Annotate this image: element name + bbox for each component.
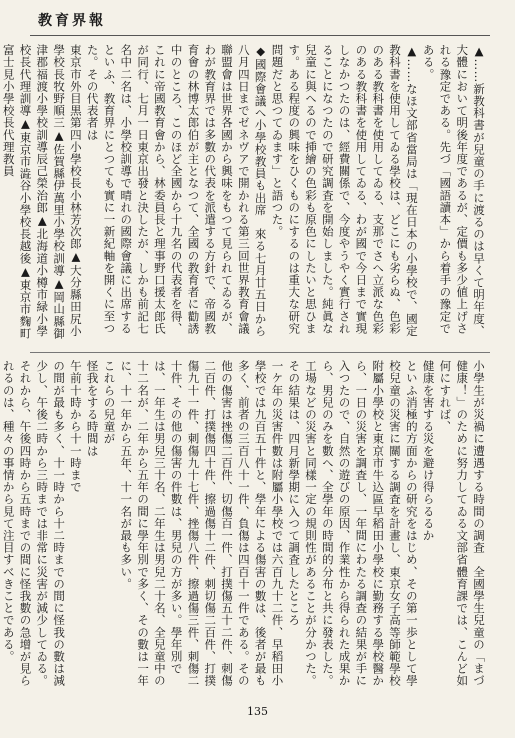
page-header [0, 0, 515, 40]
bottom-article-column: 小學生が災禍に遭遇する時間の調査 全國學生兒童の「まづ健康！」のために努力してゐる文部省體育課では、こんど如何にすれば、 健康を害する災を避け得らるるか といふ消極的方面からの研究をはじめ、その第一歩として學校兒童の災害に關する調査を計畫し、東京女子高等師範學校附屬小學校と東京市牛込區早稻田小學校に勤務する學校醫から、一日の災害を調査し、一年間にわたる調査の結果が手に入つたので、自然の遊びの原因、作業性から得られた成果から、男兒のみを數へ、全學年の時間的分布と共に發表した。 工場などの災害と同樣一定の規則性があることが分かつた。その結果は、四月新學期に入つて調査したところ 一ケ年の災害件數は附屬小學校では六百九十二件、早稻田小學校では九百五十件と、學年による傷害の數は、後者が最も多く、前者の三百八十一件、負傷は四百十一件である。その他の傷害は挫傷二百件、切傷百一件、打撲傷五十二件、刺傷二百件、打撲傷四十件、擦過傷十二件、刺切傷二百件、打撲傷九十一件、刺傷九十七件、挫傷八件、擦過傷三件、刺傷二十件、その他の傷害の件數は、男兒の方が多い。學年別では、一年生は男兒三十名、二年生は男兒二十名、全兒童中の十二名が、二年から五年の間に學年別で多く、その數は一年に、十一年から五年、十一名が最も多い。 これらの兒童が 怪我をする時間は 午前十時から十一時まで の間が最も多く、十一時から十二時までの間に怪我の數は減少し、午後二時から三時までは非常に災害が減少してゐる。それから、午後四時から五時までの間に怪我數の急增が見られるのは、種々の事情から見て注目すべきことである。 [1, 360, 486, 687]
section-divider [30, 352, 490, 353]
header-rule [30, 35, 490, 36]
top-article-column: ▲……新教科書が兒童の手に渡るのは早くて明年度、大體において明後年度であるが、定價も多少値上げされる豫定である。先づ「國語讀本」から着手の豫定である。 ▲……なほ文部省當局は「現在日本の小學校で、國定教科書を使用してゐる學校は、どこにも劣らぬ、色彩のある教科書を使用してゐる、支那でさへ立派な色彩のある教科書を使用してゐる、わが國で今日まで實現しなかつたのは、經費關係で、今度やうやく實行されることになつたので研究調査を開始しました。純眞な兒童に與へるので挿繪の色彩も原色にしたいと思ひます。ある程度の興味をひくものにするのは重大な研究問題だと思つてゐます」と語つた。 ◆國際會議へ小學校教員も出席 來る七月廿五日から八月四日までゼネヴアで開かれる第三回世界教育會議聯盟會は世界各國から興味をもつて見られてゐるが、わが教育界では多數の代表を派遣する方針で、帝國教育會の林博太郎伯が主となつて、全國の教育者に勸誘中のところ、このほど全國から十九名の代表者を得、これに帝國教育會から、林委員長と理事野口援太郎氏が同行、七月一日東京出發と決したが、しかも前記七名中二名は、小學校訓導で晴れの國際會議に出席するといふ、教育界にとつても實に一新紀軸を開くに至つた。その代表者は 東京市外目黒第四小學校長小林芳次郎▲大分縣田尻小學校長牧野順三▲佐賀縣伊萬里小學校訓導▲岡山縣御津郡福渡小學校訓導辰己榮治郎▲北海道小樽市緑小學校長代理訓導▲東京市澁谷小學校長越後▲東京市麴町富士見小學校長代理教員 [1, 44, 486, 340]
publication-title: 教育界報 [38, 13, 106, 29]
page-number: 135 [247, 705, 268, 718]
